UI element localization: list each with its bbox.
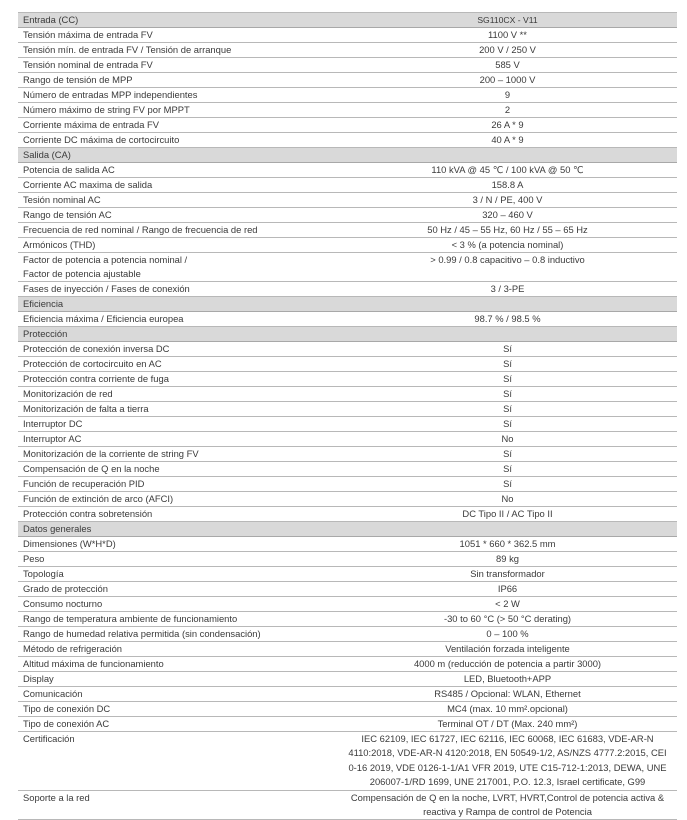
spec-value: Sí	[338, 372, 677, 387]
spec-label-cell	[18, 253, 338, 282]
spec-value: -30 to 60 °C (> 50 °C derating)	[338, 612, 677, 627]
spec-value: Terminal OT / DT (Max. 240 mm²)	[338, 717, 677, 732]
spec-label-cell	[18, 567, 338, 582]
spec-label-cell	[18, 238, 338, 253]
spec-label: Frecuencia de red nominal / Rango de frecuencia de red	[23, 224, 258, 235]
spec-label: Soporte a la red	[23, 791, 90, 803]
spec-row	[18, 103, 677, 118]
spec-label: Certificación	[23, 733, 75, 744]
spec-label: Peso	[23, 553, 45, 564]
spec-row	[18, 163, 677, 178]
spec-label: Interruptor AC	[23, 433, 82, 444]
spec-label-cell	[18, 133, 338, 148]
spec-label: Display	[23, 673, 54, 684]
spec-label-cell	[18, 790, 338, 819]
spec-value: 4000 m (reducción de potencia a partir 3000)	[338, 657, 677, 672]
spec-label: Rango de temperatura ambiente de funcionamiento	[23, 613, 238, 624]
header-row	[18, 13, 677, 28]
spec-value: MC4 (max. 10 mm².opcional)	[338, 702, 677, 717]
spec-label-cell	[18, 58, 338, 73]
spec-label: Fases de inyección / Fases de conexión	[23, 283, 190, 294]
spec-row	[18, 282, 677, 297]
spec-value: Sí	[338, 387, 677, 402]
spec-value: 98.7 % / 98.5 %	[338, 312, 677, 327]
section-header	[18, 297, 677, 312]
spec-row	[18, 732, 677, 791]
spec-label: Armónicos (THD)	[23, 239, 96, 250]
spec-row	[18, 417, 677, 432]
spec-label-cell	[18, 672, 338, 687]
spec-label: Corriente máxima de entrada FV	[23, 119, 159, 130]
spec-value: LED, Bluetooth+APP	[338, 672, 677, 687]
spec-row	[18, 118, 677, 133]
spec-value: No	[338, 432, 677, 447]
spec-row	[18, 657, 677, 672]
spec-label-cell	[18, 178, 338, 193]
spec-value: 2	[338, 103, 677, 118]
spec-label: Número de entradas MPP independientes	[23, 89, 198, 100]
spec-label: Tipo de conexión DC	[23, 703, 111, 714]
spec-row	[18, 687, 677, 702]
spec-label-cell	[18, 717, 338, 732]
spec-label-cell	[18, 103, 338, 118]
spec-label: Monitorización de red	[23, 388, 113, 399]
spec-label-cell	[18, 432, 338, 447]
spec-label-cell	[18, 597, 338, 612]
spec-label-cell	[18, 417, 338, 432]
spec-label-cell	[18, 312, 338, 327]
spec-label: Interruptor DC	[23, 418, 83, 429]
spec-row	[18, 43, 677, 58]
spec-row	[18, 627, 677, 642]
spec-row	[18, 178, 677, 193]
spec-row	[18, 372, 677, 387]
spec-label-cell	[18, 342, 338, 357]
spec-value: Compensación de Q en la noche, LVRT, HVRT,Control de potencia activa & reactiva y Rampa de control de Potencia	[338, 790, 677, 819]
spec-value: 26 A * 9	[338, 118, 677, 133]
spec-label: Rango de tensión AC	[23, 209, 112, 220]
spec-label: Consumo nocturno	[23, 598, 103, 609]
spec-value: 40 A * 9	[338, 133, 677, 148]
spec-label-cell	[18, 582, 338, 597]
spec-row	[18, 507, 677, 522]
spec-label: Topología	[23, 568, 64, 579]
spec-label-cell	[18, 702, 338, 717]
spec-row	[18, 477, 677, 492]
spec-row	[18, 642, 677, 657]
spec-label-cell	[18, 462, 338, 477]
spec-label-cell	[18, 732, 338, 791]
spec-label-cell	[18, 387, 338, 402]
spec-label: Función de extinción de arco (AFCI)	[23, 493, 174, 504]
section-title: Eficiencia	[18, 297, 677, 312]
spec-label-cell	[18, 642, 338, 657]
spec-value: Sí	[338, 477, 677, 492]
spec-label: Compensación de Q en la noche	[23, 463, 160, 474]
spec-label-cell	[18, 492, 338, 507]
spec-label-cell	[18, 43, 338, 58]
spec-value: Sí	[338, 417, 677, 432]
spec-table-body	[18, 13, 677, 820]
spec-label: Potencia de salida AC	[23, 164, 115, 175]
spec-label-line2: Factor de potencia ajustable	[23, 268, 141, 279]
spec-value: 89 kg	[338, 552, 677, 567]
spec-label-cell	[18, 118, 338, 133]
spec-label-cell	[18, 402, 338, 417]
spec-label: Comunicación	[23, 688, 83, 699]
spec-row	[18, 447, 677, 462]
spec-label: Factor de potencia a potencia nominal /	[23, 254, 188, 265]
spec-label-cell	[18, 208, 338, 223]
spec-row	[18, 133, 677, 148]
spec-value: < 2 W	[338, 597, 677, 612]
spec-value: 1051 * 660 * 362.5 mm	[338, 537, 677, 552]
spec-label: Eficiencia máxima / Eficiencia europea	[23, 313, 184, 324]
spec-label-cell	[18, 627, 338, 642]
spec-row	[18, 58, 677, 73]
model-name: SG110CX - V11	[338, 13, 677, 28]
spec-label: Protección contra corriente de fuga	[23, 373, 169, 384]
spec-label: Monitorización de falta a tierra	[23, 403, 149, 414]
spec-value: 320 – 460 V	[338, 208, 677, 223]
datasheet	[18, 12, 677, 820]
spec-label-cell	[18, 552, 338, 567]
spec-value: RS485 / Opcional: WLAN, Ethernet	[338, 687, 677, 702]
spec-value: 158.8 A	[338, 178, 677, 193]
spec-label: Dimensiones (W*H*D)	[23, 538, 116, 549]
spec-label: Protección de cortocircuito en AC	[23, 358, 162, 369]
spec-value: 9	[338, 88, 677, 103]
spec-row	[18, 73, 677, 88]
spec-value: 585 V	[338, 58, 677, 73]
spec-row	[18, 88, 677, 103]
spec-label-cell	[18, 537, 338, 552]
spec-value: IEC 62109, IEC 61727, IEC 62116, IEC 60068, IEC 61683, VDE-AR-N 4110:2018, VDE-AR-N 4120:2018, EN 50549-1/2, AS/NZS 4777.2:2015, CEI 0-16 2019, VDE 0126-1-1/A1 VFR 2019, UTE C15-712-1:2013, DEWA, UNE 206007-1/RD 1699, UNE 217001, P.O. 12.3, Israel certificate, G99	[338, 732, 677, 791]
spec-value: 200 V / 250 V	[338, 43, 677, 58]
spec-row	[18, 790, 677, 819]
spec-row	[18, 672, 677, 687]
spec-value: 1100 V **	[338, 28, 677, 43]
spec-label: Número máximo de string FV por MPPT	[23, 104, 190, 115]
section-header	[18, 148, 677, 163]
spec-value: 110 kVA @ 45 ℃ / 100 kVA @ 50 ℃	[338, 163, 677, 178]
section-header	[18, 327, 677, 342]
spec-value: 50 Hz / 45 – 55 Hz, 60 Hz / 55 – 65 Hz	[338, 223, 677, 238]
spec-label-cell	[18, 193, 338, 208]
spec-label: Rango de humedad relativa permitida (sin condensación)	[23, 628, 261, 639]
spec-label: Rango de tensión de MPP	[23, 74, 133, 85]
spec-row	[18, 208, 677, 223]
spec-row	[18, 462, 677, 477]
spec-row	[18, 597, 677, 612]
spec-value: DC Tipo II / AC Tipo II	[338, 507, 677, 522]
spec-value: > 0.99 / 0.8 capacitivo – 0.8 inductivo	[338, 253, 677, 282]
spec-value: Sin transformador	[338, 567, 677, 582]
spec-label: Grado de protección	[23, 583, 108, 594]
section-title: Salida (CA)	[18, 148, 677, 163]
spec-label: Monitorización de la corriente de string FV	[23, 448, 199, 459]
section-header	[18, 522, 677, 537]
spec-label: Corriente AC maxima de salida	[23, 179, 153, 190]
spec-label: Altitud máxima de funcionamiento	[23, 658, 164, 669]
spec-value: 3 / N / PE, 400 V	[338, 193, 677, 208]
spec-row	[18, 537, 677, 552]
spec-row	[18, 612, 677, 627]
spec-table	[18, 12, 677, 820]
spec-label: Tensión mín. de entrada FV / Tensión de arranque	[23, 44, 232, 55]
spec-value: 200 – 1000 V	[338, 73, 677, 88]
spec-label-cell	[18, 73, 338, 88]
spec-row	[18, 582, 677, 597]
spec-value: Sí	[338, 402, 677, 417]
spec-value: Sí	[338, 462, 677, 477]
spec-value: Sí	[338, 447, 677, 462]
spec-label: Tensión nominal de entrada FV	[23, 59, 153, 70]
spec-label-cell	[18, 447, 338, 462]
spec-value: < 3 % (a potencia nominal)	[338, 238, 677, 253]
spec-label-cell	[18, 28, 338, 43]
spec-row	[18, 28, 677, 43]
spec-row	[18, 312, 677, 327]
spec-label-cell	[18, 612, 338, 627]
spec-row	[18, 193, 677, 208]
spec-label-cell	[18, 507, 338, 522]
spec-row	[18, 717, 677, 732]
spec-label: Protección contra sobretensión	[23, 508, 153, 519]
spec-row	[18, 238, 677, 253]
spec-row	[18, 402, 677, 417]
spec-value: IP66	[338, 582, 677, 597]
spec-label-cell	[18, 657, 338, 672]
spec-label: Corriente DC máxima de cortocircuito	[23, 134, 180, 145]
section-title: Datos generales	[18, 522, 677, 537]
header-label: Entrada (CC)	[18, 13, 338, 28]
spec-label-cell	[18, 163, 338, 178]
spec-label: Tesión nominal AC	[23, 194, 101, 205]
spec-label-cell	[18, 687, 338, 702]
spec-label-cell	[18, 88, 338, 103]
spec-value: Sí	[338, 357, 677, 372]
spec-row	[18, 432, 677, 447]
spec-row	[18, 387, 677, 402]
spec-row	[18, 492, 677, 507]
section-title: Protección	[18, 327, 677, 342]
spec-value: Sí	[338, 342, 677, 357]
spec-row	[18, 253, 677, 282]
spec-label-cell	[18, 372, 338, 387]
spec-row	[18, 223, 677, 238]
spec-label-cell	[18, 477, 338, 492]
spec-label-cell	[18, 282, 338, 297]
spec-label: Función de recuperación PID	[23, 478, 145, 489]
spec-row	[18, 567, 677, 582]
spec-value: No	[338, 492, 677, 507]
spec-value: 3 / 3-PE	[338, 282, 677, 297]
spec-label: Protección de conexión inversa DC	[23, 343, 170, 354]
spec-row	[18, 357, 677, 372]
spec-value: 0 – 100 %	[338, 627, 677, 642]
spec-label: Tipo de conexión AC	[23, 718, 110, 729]
spec-row	[18, 342, 677, 357]
spec-label: Método de refrigeración	[23, 643, 123, 654]
spec-value: Ventilación forzada inteligente	[338, 642, 677, 657]
spec-row	[18, 702, 677, 717]
spec-label: Tensión máxima de entrada FV	[23, 29, 153, 40]
spec-label-cell	[18, 357, 338, 372]
spec-row	[18, 552, 677, 567]
spec-label-cell	[18, 223, 338, 238]
